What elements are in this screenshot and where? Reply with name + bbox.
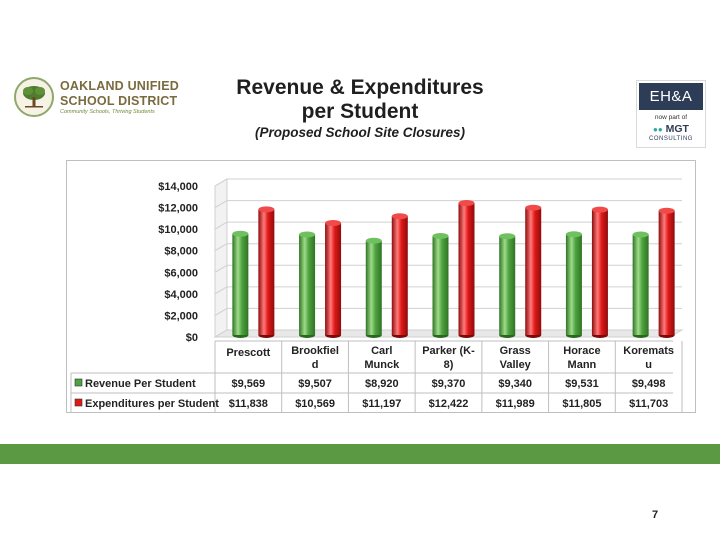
y-tick-label: $12,000 <box>158 202 198 215</box>
y-tick-label: $14,000 <box>158 181 198 193</box>
mgt-label: MGT <box>665 123 689 135</box>
x-tick-label: u <box>645 359 653 371</box>
y-tick-label: $4,000 <box>164 288 198 301</box>
data-label: $8,920 <box>364 378 399 390</box>
eha-mgt-logo <box>636 80 706 148</box>
y-tick-label: $8,000 <box>164 245 198 258</box>
footer-band <box>0 444 720 464</box>
expenditure-bar <box>325 223 341 335</box>
consulting-label: CONSULTING <box>649 136 693 142</box>
x-tick-label: Valley <box>499 359 531 371</box>
data-label: $9,340 <box>498 378 533 390</box>
revenue-bar <box>633 235 649 335</box>
x-tick-label: d <box>311 359 319 371</box>
revenue-bar <box>499 236 515 335</box>
expenditure-bar <box>258 209 274 335</box>
legend-entry: Expenditures per Student <box>85 398 219 410</box>
legend-entry: Revenue Per Student <box>85 378 196 390</box>
y-tick-label: $0 <box>185 332 198 344</box>
bar-cap <box>633 232 649 238</box>
revenue-bar <box>433 236 449 335</box>
bar-cap <box>499 233 515 239</box>
expenditure-bar <box>459 203 475 335</box>
bar-cap <box>433 233 449 239</box>
revenue-bar <box>566 234 582 335</box>
chart-title-line2: per Student <box>301 100 419 123</box>
y-tick-label: $10,000 <box>158 224 198 237</box>
oakland-usd-logo <box>14 77 179 121</box>
revenue-bar <box>366 241 382 335</box>
logo-line2: SCHOOL DISTRICT <box>60 94 178 108</box>
data-label: $11,838 <box>228 398 268 410</box>
chart-frame <box>66 160 696 413</box>
bar-cap <box>459 200 475 206</box>
x-tick-label: Carl <box>371 345 393 357</box>
x-tick-label: Koremats <box>623 345 675 357</box>
bar-cap <box>258 206 274 212</box>
logo-tagline: Community Schools, Thriving Students <box>60 109 155 115</box>
data-label: $12,422 <box>428 398 469 410</box>
data-label: $11,703 <box>629 398 669 410</box>
x-tick-label: 8) <box>443 359 454 371</box>
bar-cap <box>592 207 608 213</box>
chart-subtitle: (Proposed School Site Closures) <box>254 125 466 140</box>
mgt-brand <box>637 123 705 135</box>
data-label: $11,197 <box>362 398 402 410</box>
data-label: $9,569 <box>231 378 266 390</box>
bar-cap <box>366 238 382 244</box>
expenditure-bar <box>525 208 541 335</box>
page-number: 7 <box>652 509 659 521</box>
data-label: $11,805 <box>562 398 602 410</box>
x-tick-label: Parker (K- <box>422 345 475 357</box>
expenditure-bar <box>392 216 408 335</box>
logo-now-part-of: now part of <box>654 114 688 121</box>
bar-cap <box>232 231 248 237</box>
x-tick-label: Horace <box>563 345 601 357</box>
expenditure-bar <box>592 210 608 335</box>
x-tick-label: Munck <box>364 359 400 371</box>
bar-chart <box>67 161 695 412</box>
bar-cap <box>392 213 408 219</box>
bar-cap <box>659 208 675 214</box>
bar-cap <box>299 231 315 237</box>
expenditure-bar <box>659 211 675 335</box>
logo-line1: OAKLAND UNIFIED <box>60 79 179 93</box>
bar-cap <box>525 205 541 211</box>
eha-brand: EH&A <box>639 83 703 110</box>
x-tick-label: Prescott <box>226 347 271 359</box>
data-label: $9,498 <box>631 378 666 390</box>
x-tick-label: Grass <box>499 345 531 357</box>
legend-key <box>75 379 82 386</box>
y-tick-label: $2,000 <box>164 310 198 323</box>
oak-tree-icon <box>14 77 54 117</box>
side-wall <box>215 179 227 337</box>
chart-title: Revenue & Expenditures <box>236 76 484 99</box>
data-label: $11,989 <box>495 398 535 410</box>
bar-cap <box>325 220 341 226</box>
y-tick-label: $6,000 <box>164 267 198 280</box>
x-tick-label: Mann <box>567 359 597 371</box>
data-label: $9,370 <box>431 378 466 390</box>
bar-cap <box>566 231 582 237</box>
legend-key <box>75 399 82 406</box>
x-tick-label: Brookfiel <box>291 345 339 357</box>
data-label: $9,531 <box>565 378 599 390</box>
revenue-bar <box>299 234 315 335</box>
revenue-bar <box>232 234 248 335</box>
data-label: $9,507 <box>298 378 332 390</box>
mgt-dots-icon: ●● <box>653 125 663 134</box>
data-label: $10,569 <box>295 398 335 410</box>
